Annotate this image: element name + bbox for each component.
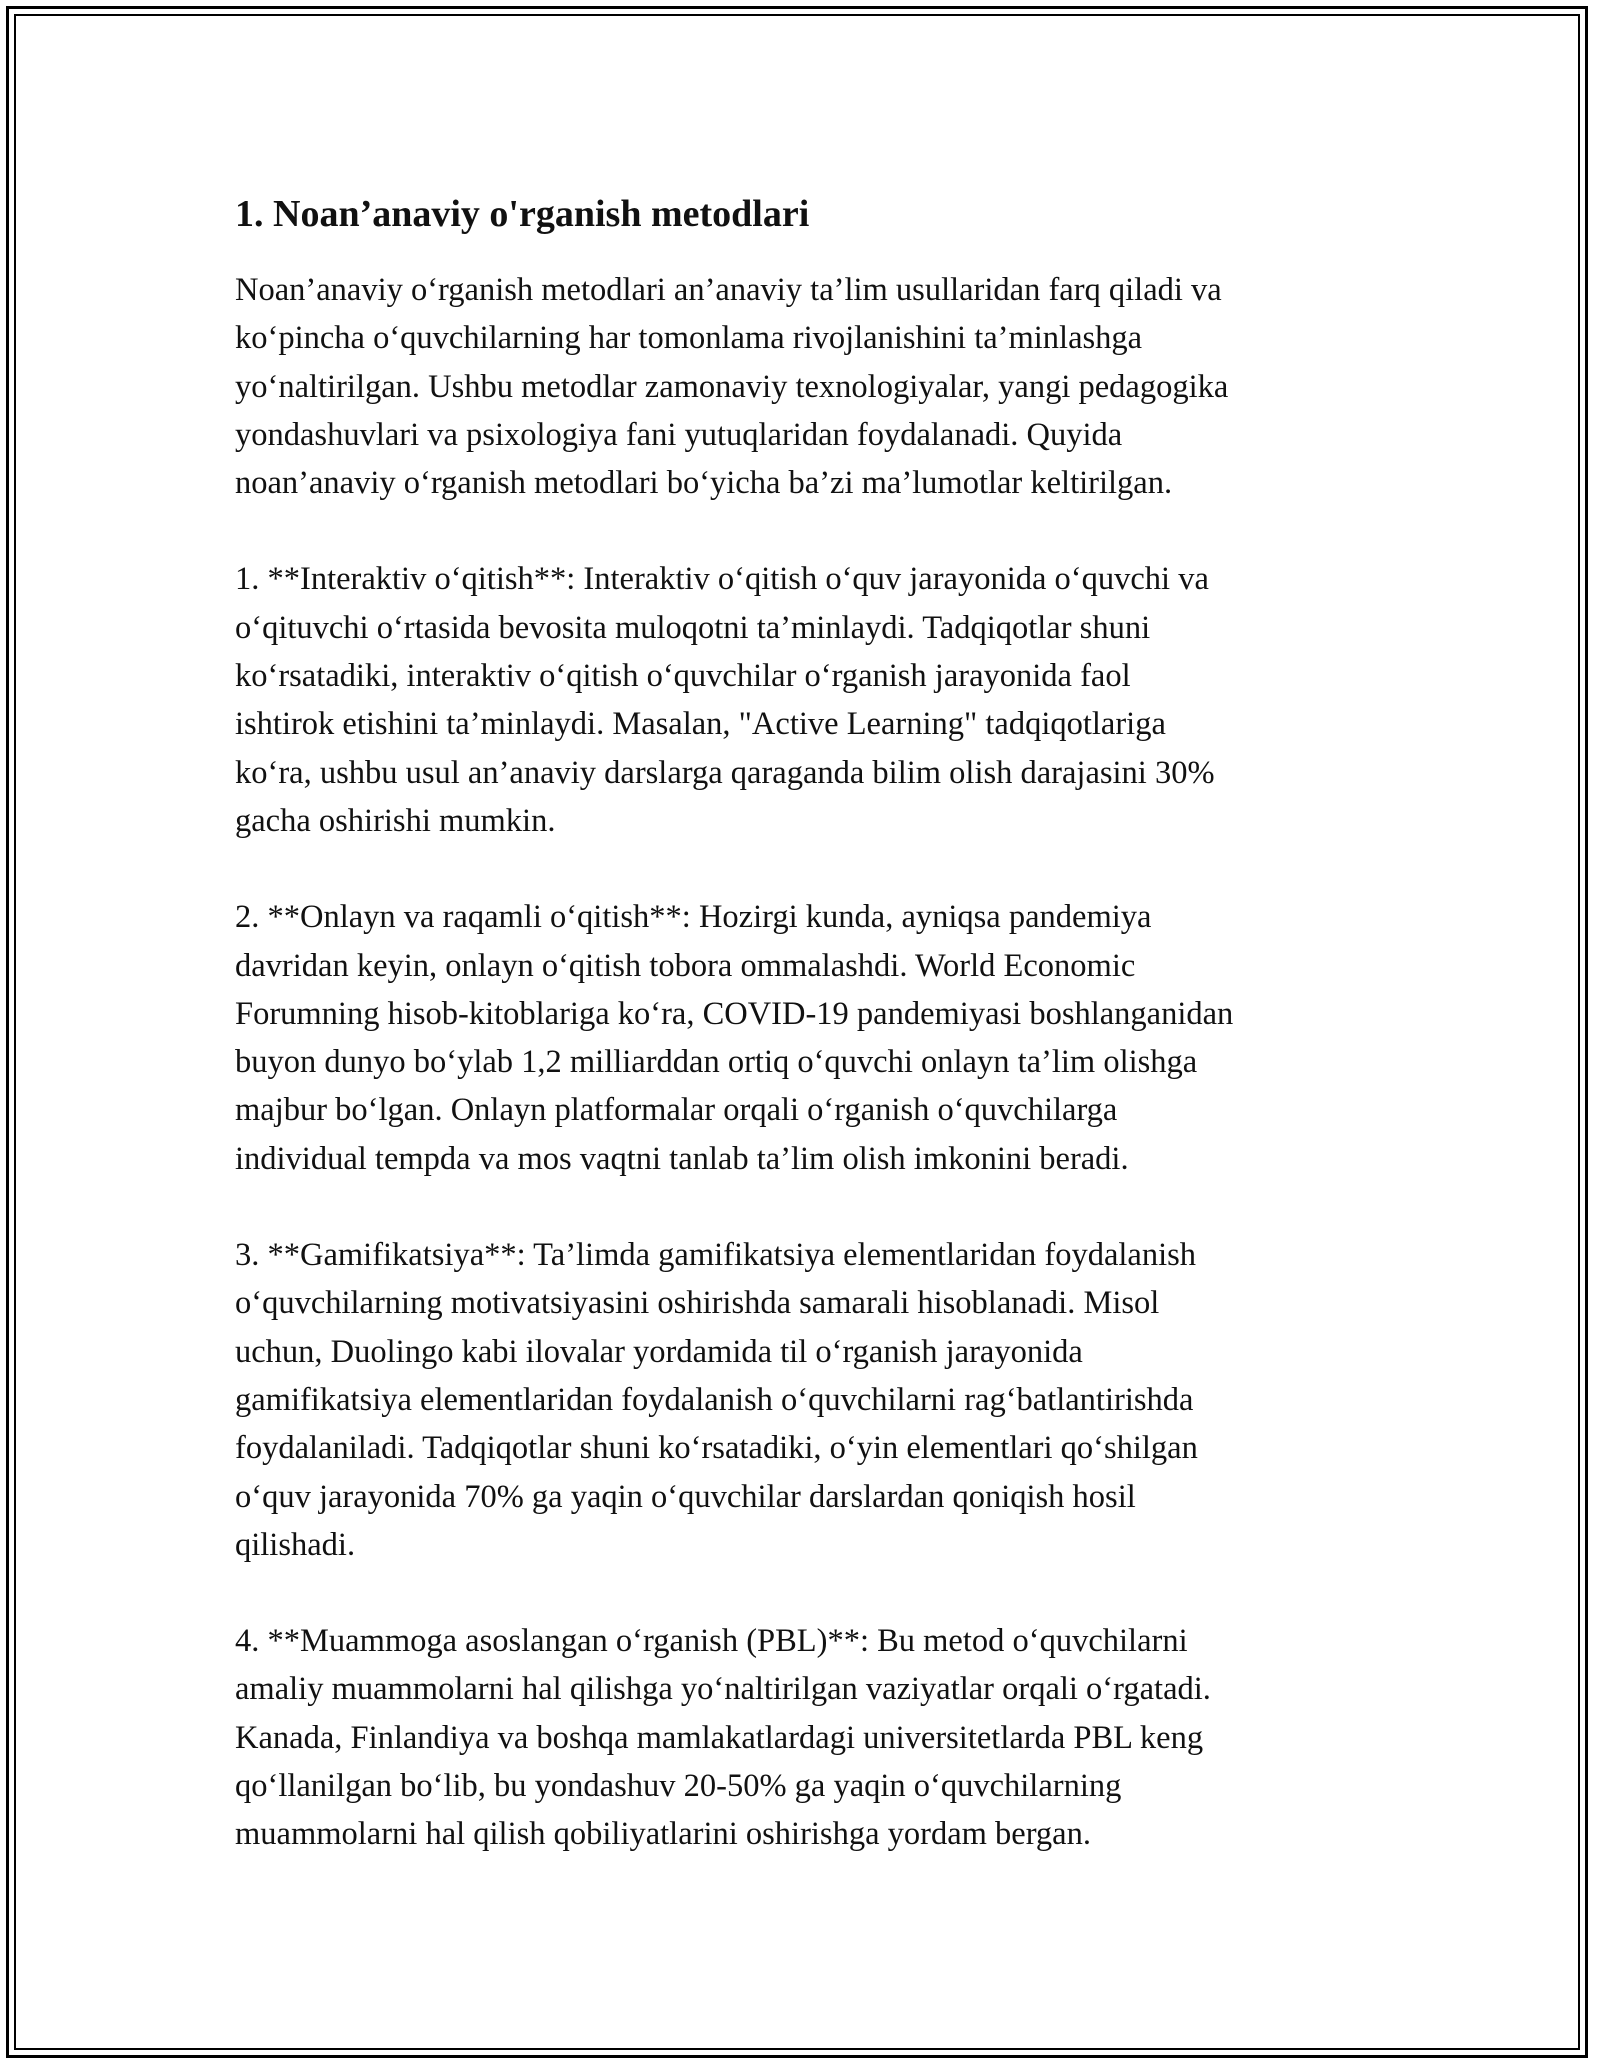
paragraph-gamifikatsiya: 3. **Gamifikatsiya**: Ta’limda gamifikatsiya elementlaridan foydalanish o‘quvchilarning motivatsiyasini oshirishda samarali hisoblanadi. Misol uchun, Duolingo kabi ilovalar yordamida til o‘rganish jarayonida gamifikatsiya elementlaridan foydalanish o‘quvchilarni rag‘batlantirishda foydalaniladi. Tadqiqotlar shuni ko‘rsatadiki, o‘yin elementlari qo‘shilgan o‘quv jarayonida 70% ga yaqin o‘quvchilar darslardan qoniqish hosil qilishadi. — [235, 1237, 1198, 1563]
paragraph-pbl: 4. **Muammoga asoslangan o‘rganish (PBL)**: Bu metod o‘quvchilarni amaliy muammolarni hal qilishga yo‘naltirilgan vaziyatlar orqali o‘rgatadi. Kanada, Finlandiya va boshqa mamlakatlardagi universitetlarda PBL keng qo‘llanilgan bo‘lib, bu yondashuv 20-50% ga yaqin o‘quvchilarning muammolarni hal qilish qobiliyatlarini oshirishga yordam bergan. — [235, 1623, 1211, 1853]
document-body — [235, 180, 1380, 1907]
paragraph-onlayn-oqitish: 2. **Onlayn va raqamli o‘qitish**: Hozirgi kunda, ayniqsa pandemiya davridan keyin, onlayn o‘qitish tobora ommalashdi. World Economic Forumning hisob-kitoblariga ko‘ra, COVID-19 pandemiyasi boshlanganidan buyon dunyo bo‘ylab 1,2 milliarddan ortiq o‘quvchi onlayn ta’lim olishga majbur bo‘lgan. Onlayn platformalar orqali o‘rganish o‘quvchilarga individual tempda va mos vaqtni tanlab ta’lim olish imkonini beradi. — [235, 899, 1234, 1177]
page-title: 1. Noan’anaviy o'rganish metodlari — [235, 193, 810, 235]
intro-paragraph: Noan’anaviy o‘rganish metodlari an’anaviy ta’lim usullaridan farq qiladi va ko‘pincha o‘quvchilarning har tomonlama rivojlanishini ta’minlashga yo‘naltirilgan. Ushbu metodlar zamonaviy texnologiyalar, yangi pedagogika yondashuvlari va psixologiya fani yutuqlaridan foydalanadi. Quyida noan’anaviy o‘rganish metodlari bo‘yicha ba’zi ma’lumotlar keltirilgan. — [235, 272, 1229, 502]
paragraph-interaktiv-oqitish: 1. **Interaktiv o‘qitish**: Interaktiv o‘qitish o‘quv jarayonida o‘quvchi va o‘qituvchi o‘rtasida bevosita muloqotni ta’minlaydi. Tadqiqotlar shuni ko‘rsatadiki, interaktiv o‘qitish o‘quvchilar o‘rganish jarayonida faol ishtirok etishini ta’minlaydi. Masalan, "Active Learning" tadqiqotlariga ko‘ra, ushbu usul an’anaviy darslarga qaraganda bilim olish darajasini 30% gacha oshirishi mumkin. — [235, 561, 1215, 839]
